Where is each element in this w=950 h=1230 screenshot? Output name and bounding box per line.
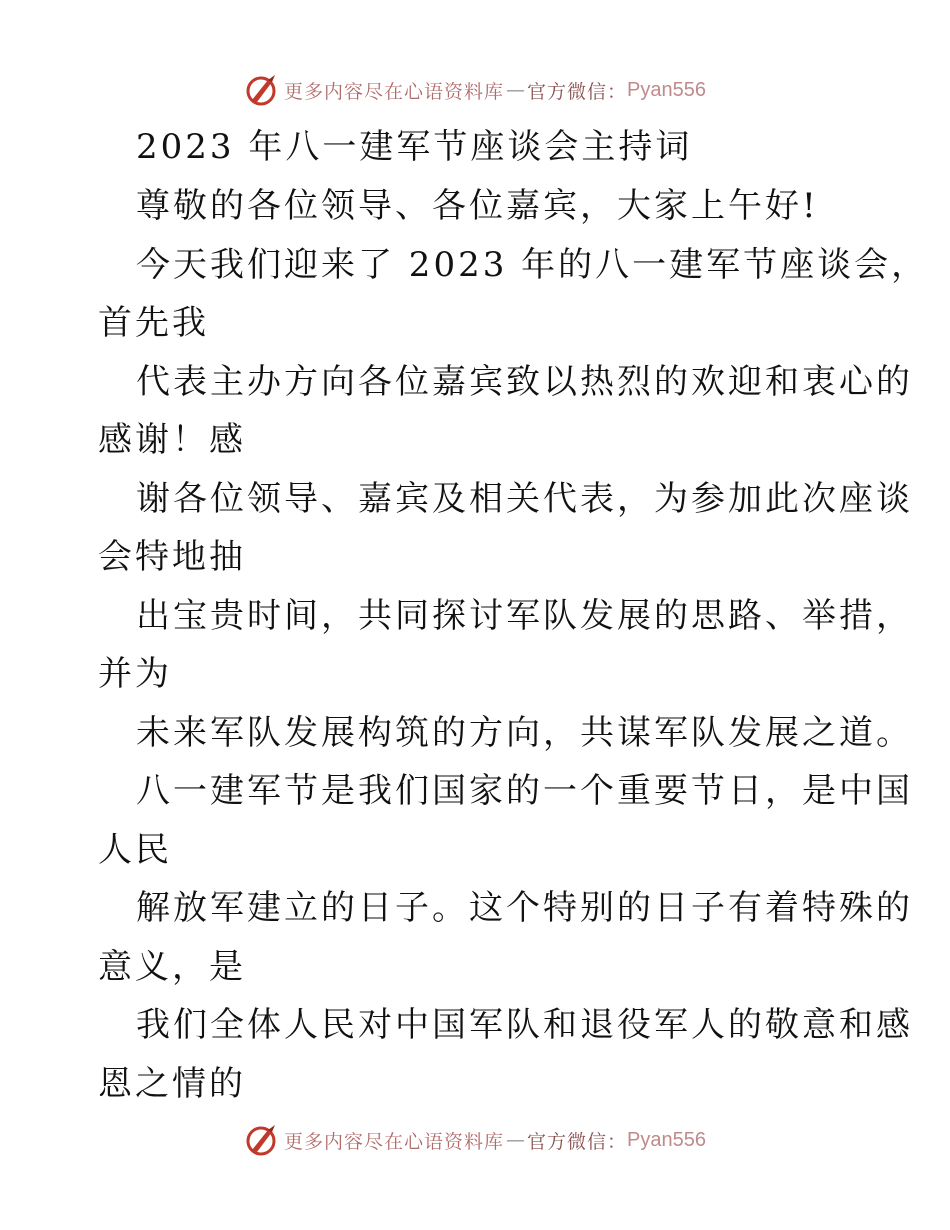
watermark-wechat-id: Pyan556 [627,78,706,101]
paragraph-line: 未来军队发展构筑的方向，共谋军队发展之道。 [136,713,913,753]
red-quill-logo-icon [244,72,280,108]
document-title: 2023 年八一建军节座谈会主持词 [136,127,693,167]
paragraph-line: 恩之情的 [98,1064,246,1104]
paragraph-line: 出宝贵时间，共同探讨军队发展的思路、举措， [136,596,913,636]
footer-watermark [0,1120,950,1160]
paragraph-line: 今天我们迎来了 2023 年的八一建军节座谈会， [136,245,929,285]
paragraph-line: 人民 [98,830,172,870]
paragraph-line: 谢各位领导、嘉宾及相关代表，为参加此次座谈 [136,479,913,519]
paragraph-line: 首先我 [98,303,209,343]
watermark-site-text: 更多内容尽在心语资料库 [284,80,505,103]
paragraph-line: 尊敬的各位领导、各位嘉宾，大家上午好! [136,186,819,226]
paragraph-line: 八一建军节是我们国家的一个重要节日，是中国 [136,771,913,811]
paragraph-line: 并为 [98,654,172,694]
watermark-site-text: 更多内容尽在心语资料库 [284,1130,505,1153]
paragraph-line: 感谢！感 [98,420,246,460]
header-watermark [0,70,950,110]
watermark-wechat-label: 官方微信： [527,1130,628,1153]
paragraph-line: 代表主办方向各位嘉宾致以热烈的欢迎和衷心的 [136,362,913,402]
watermark-wechat-label: 官方微信： [527,80,628,103]
paragraph-line: 意义，是 [98,947,246,987]
paragraph-line: 解放军建立的日子。这个特别的日子有着特殊的 [136,888,913,928]
watermark-dash: — [506,79,526,101]
paragraph-line: 会特地抽 [98,537,246,577]
watermark-dash: — [506,1129,526,1151]
red-quill-logo-icon [244,1122,280,1158]
watermark-wechat-id: Pyan556 [627,1128,706,1151]
paragraph-line: 我们全体人民对中国军队和退役军人的敬意和感 [136,1005,913,1045]
